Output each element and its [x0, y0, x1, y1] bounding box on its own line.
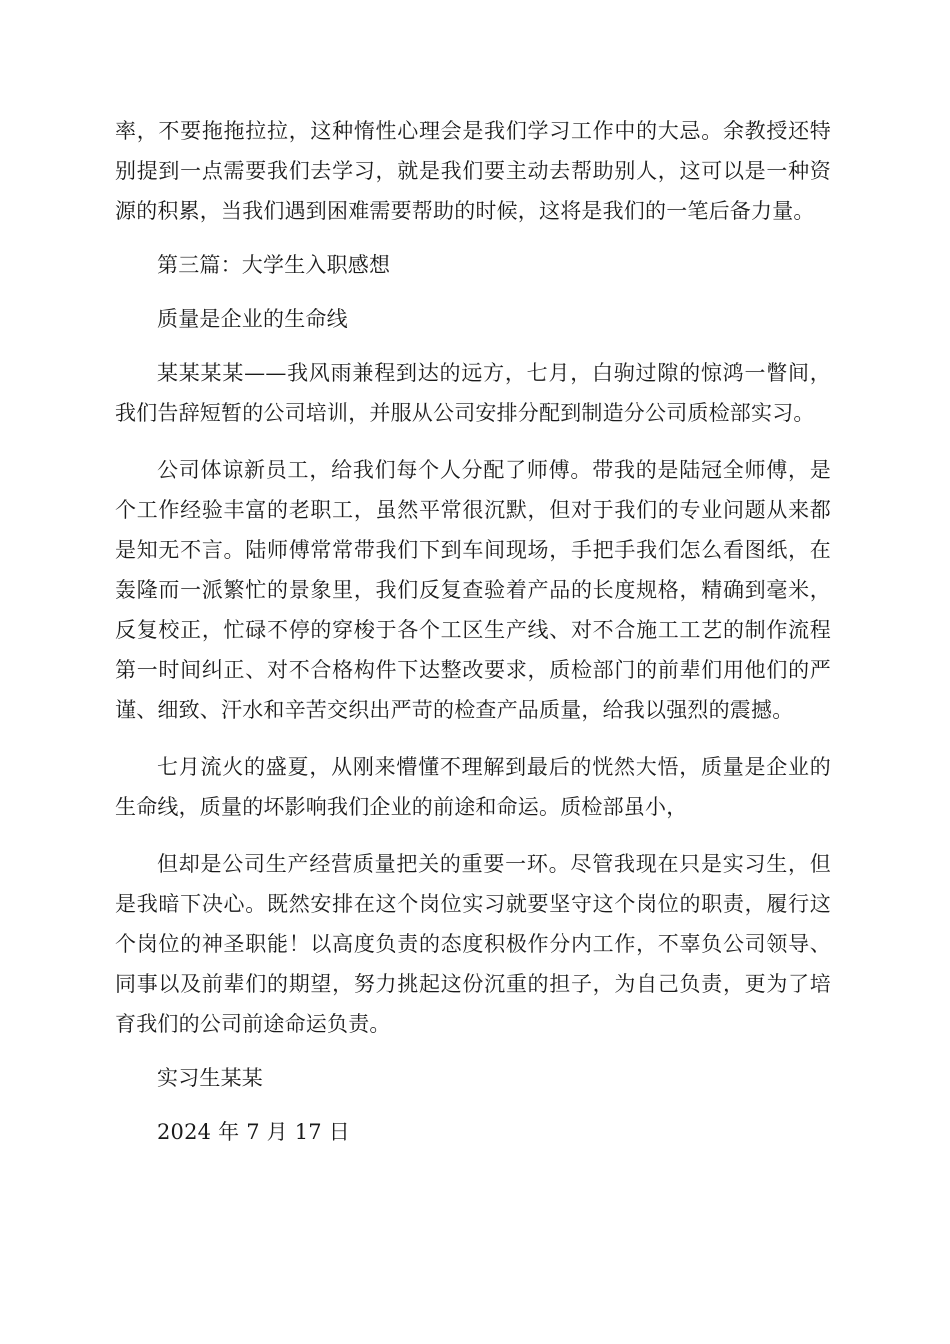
signature-name: 实习生某某 — [157, 1066, 263, 1090]
paragraph-intro: 某某某某——我风雨兼程到达的远方，七月，白驹过隙的惊鸿一瞥间，我们告辞短暂的公司培训，并服从公司安排分配到制造分公司质检部实习。 — [115, 361, 831, 425]
paragraph-resolve: 但却是公司生产经营质量把关的重要一环。尽管我现在只是实习生，但是我暗下决心。既然安排在这个岗位实习就要坚守这个岗位的职责，履行这个岗位的神圣职能！以高度负责的态度积极作分内工作，不辜负公司领导、同事以及前辈们的期望，努力挑起这份沉重的担子，为自己负责，更为了培育我们的公司前途命运负责。 — [115, 852, 831, 1036]
section-subtitle: 质量是企业的生命线 — [157, 307, 348, 331]
section-heading: 第三篇：大学生入职感想 — [157, 253, 391, 277]
paragraph-continuation: 率，不要拖拖拉拉，这种惰性心理会是我们学习工作中的大忌。余教授还特别提到一点需要我们去学习，就是我们要主动去帮助别人，这可以是一种资源的积累，当我们遇到困难需要帮助的时候，这将是我们的一笔后备力量。 — [115, 119, 831, 223]
paragraph-summer: 七月流火的盛夏，从刚来懵懂不理解到最后的恍然大悟，质量是企业的生命线，质量的坏影响我们企业的前途和命运。质检部虽小， — [115, 755, 831, 819]
document-page — [115, 111, 831, 1152]
paragraph-mentor: 公司体谅新员工，给我们每个人分配了师傅。带我的是陆冠全师傅，是个工作经验丰富的老职工，虽然平常很沉默，但对于我们的专业问题从来都是知无不言。陆师傅常常带我们下到车间现场，手把手我们怎么看图纸，在轰隆而一派繁忙的景象里，我们反复查验着产品的长度规格，精确到毫米，反复校正，忙碌不停的穿梭于各个工区生产线、对不合施工工艺的制作流程第一时间纠正、对不合格构件下达整改要求，质检部门的前辈们用他们的严谨、细致、汗水和辛苦交织出严苛的检查产品质量，给我以强烈的震撼。 — [115, 458, 831, 722]
signature-date: 2024 年 7 月 17 日 — [157, 1120, 350, 1144]
